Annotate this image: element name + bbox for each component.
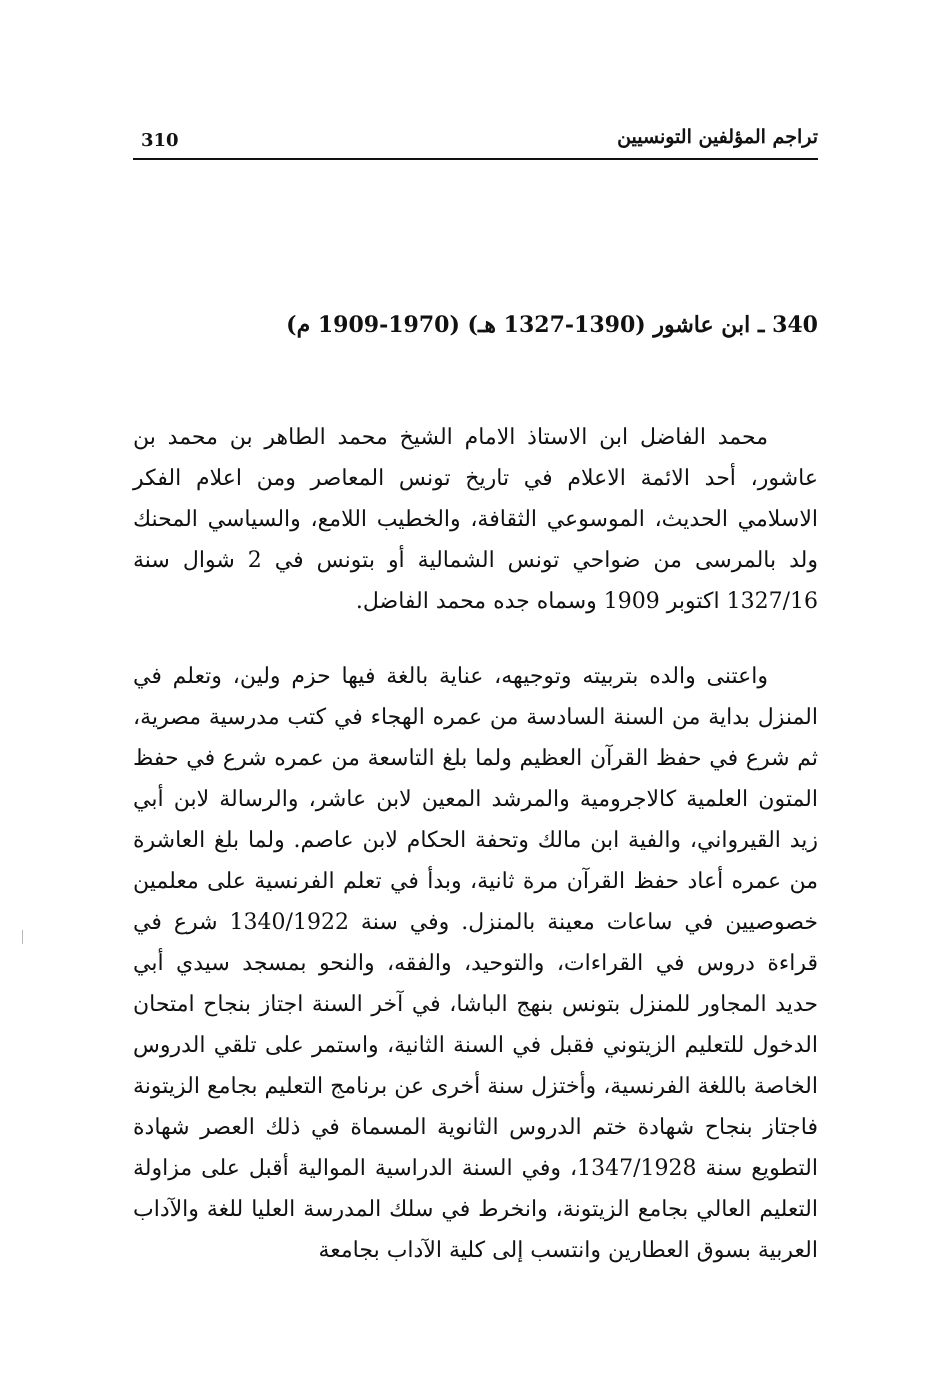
scan-edge-mark bbox=[22, 930, 23, 944]
paragraph: واعتنى والده بتربيته وتوجيهه، عناية بالغة فيها حزم ولين، وتعلم في المنزل بداية من السنة السادسة من عمره الهجاء في كتب مدرسية مصرية، ثم شرع في حفظ القرآن العظيم ولما بلغ التاسعة من عمره شرع في حفظ المتون العلمية كالاجرومية والمرشد المعين لابن عاشر، والرسالة لابن أبي زيد القيرواني، والفية ابن مالك وتحفة الحكام لابن عاصم. ولما بلغ العاشرة من عمره أعاد حفظ القرآن مرة ثانية، وبدأ في تعلم الفرنسية على معلمين خصوصيين في ساعات معينة بالمنزل. وفي سنة 1340/1922 شرع في قراءة دروس في القراءات، والتوحيد، والفقه، والنحو بمسجد سيدي أبي حديد المجاور للمنزل بتونس بنهج الباشا، في آخر السنة اجتاز بنجاح امتحان الدخول للتعليم الزيتوني فقبل في السنة الثانية، واستمر على تلقي الدروس الخاصة باللغة الفرنسية، وأختزل سنة أخرى عن برنامج التعليم بجامع الزيتونة فاجتاز بنجاح شهادة ختم الدروس الثانوية المسماة في ذلك العصر شهادة التطويع سنة 1347/1928، وفي السنة الدراسية الموالية أقبل على مزاولة التعليم العالي بجامع الزيتونة، وانخرط في سلك المدرسة العليا للغة والآداب العربية بسوق العطارين وانتسب إلى كلية الآداب بجامعة bbox=[133, 664, 818, 1263]
entry-separator: ـ bbox=[757, 312, 765, 338]
entry-number: 340 bbox=[772, 312, 818, 338]
page-number: 310 bbox=[141, 130, 179, 151]
paragraph-1-block bbox=[133, 417, 818, 622]
entry-hijri-dates: (1327-1390 هـ) bbox=[467, 312, 646, 338]
running-header bbox=[133, 124, 818, 160]
entry-gregorian-dates: (1909-1970 م) bbox=[286, 312, 460, 338]
entry-name: ابن عاشور bbox=[653, 312, 751, 338]
entry-heading bbox=[133, 312, 818, 338]
paragraph: محمد الفاضل ابن الاستاذ الامام الشيخ محمد الطاهر بن محمد بن عاشور، أحد الائمة الاعلام في تاريخ تونس المعاصر ومن اعلام الفكر الاسلامي الحديث، الموسوعي الثقافة، والخطيب اللامع، والسياسي المحنك ولد بالمرسى من ضواحي تونس الشمالية أو بتونس في 2 شوال سنة 1327/16 اكتوبر 1909 وسماه جده محمد الفاضل. bbox=[133, 425, 819, 614]
running-title: تراجم المؤلفين التونسيين bbox=[617, 126, 818, 148]
paragraph-2-block bbox=[133, 656, 818, 1271]
